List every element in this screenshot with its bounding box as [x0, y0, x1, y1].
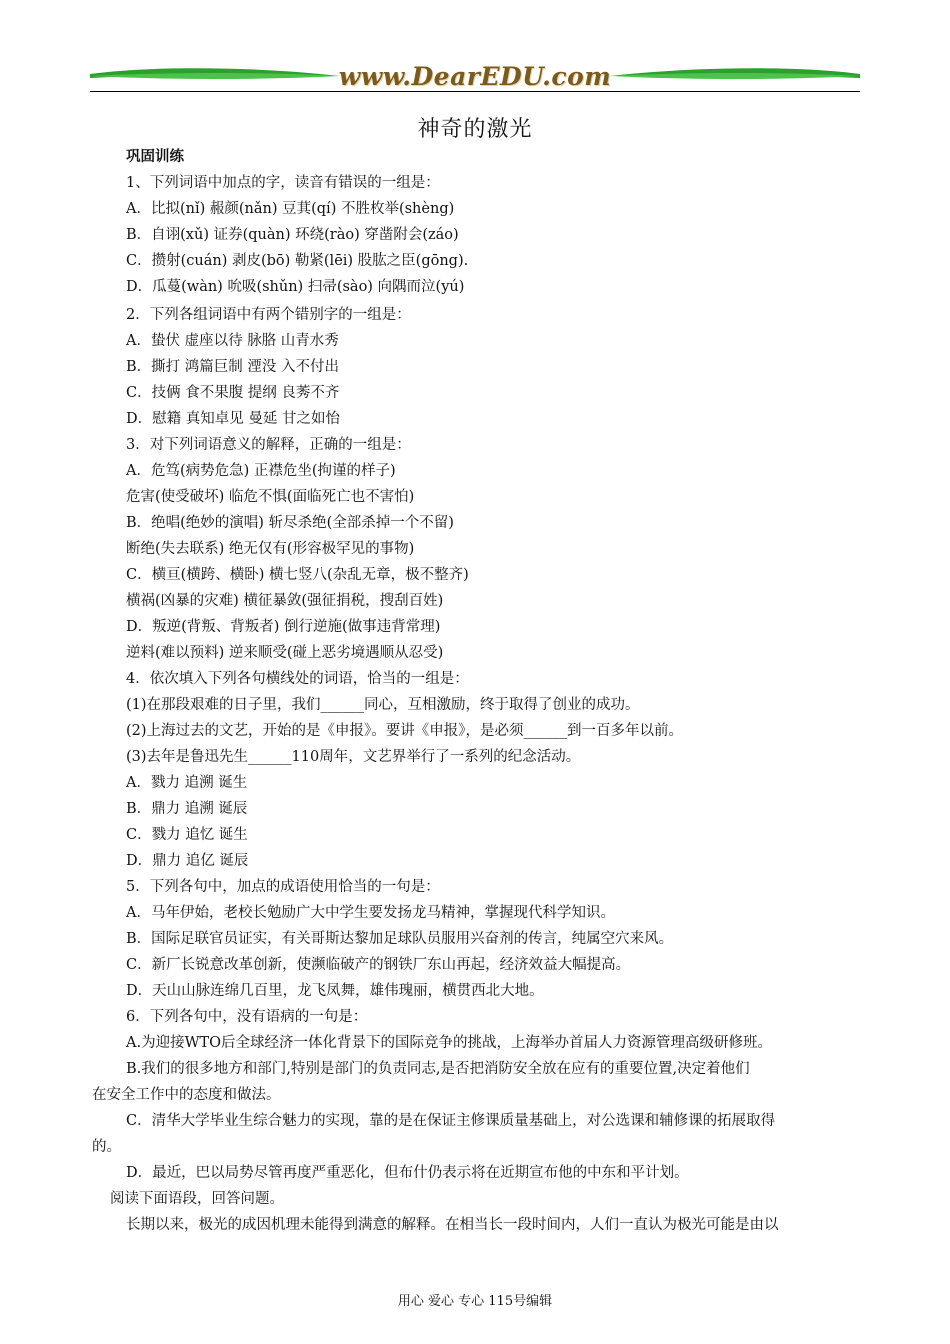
text-line: C．攒射(cuán) 剥皮(bō) 勒紧(lēi) 股肱之臣(gōng). [126, 253, 469, 269]
text-line: 长期以来，极光的成因机理未能得到满意的解释。在相当长一段时间内，人们一直认为极光可能是由以 [126, 1217, 779, 1233]
text-line: C．横亘(横跨、横卧) 横七竖八(杂乱无章，极不整齐) [126, 567, 469, 583]
text-line: B．鼎力 追溯 诞辰 [126, 801, 248, 817]
text-line: 2．下列各组词语中有两个错别字的一组是： [126, 307, 411, 323]
text-line: D．瓜蔓(wàn) 吮吸(shǔn) 扫帚(sào) 向隅而泣(yú) [126, 279, 465, 295]
text-line: C．技俩 食不果腹 提纲 良莠不齐 [126, 385, 340, 401]
text-line: A．蛰伏 虚座以待 脉胳 山青水秀 [126, 333, 339, 349]
text-line: C．戮力 追忆 诞生 [126, 827, 248, 843]
text-line: (1)在那段艰难的日子里，我们______同心，互相激励，终于取得了创业的成功。 [126, 697, 640, 713]
text-line: C．新厂长锐意改革创新，使濒临破产的钢铁厂东山再起，经济效益大幅提高。 [126, 957, 631, 973]
text-line: A．比拟(nǐ) 赧颜(nǎn) 豆萁(qí) 不胜枚举(shèng) [126, 201, 455, 217]
text-line: D．慰籍 真知卓见 曼延 甘之如怡 [126, 411, 340, 427]
text-line: A.为迎接WTO后全球经济一体化背景下的国际竞争的挑战，上海举办首届人力资源管理高级研修班。 [126, 1035, 773, 1051]
text-line: D．鼎力 追亿 诞辰 [126, 853, 249, 869]
text-line: 断绝(失去联系) 绝无仅有(形容极罕见的事物) [126, 541, 415, 557]
text-line: 在安全工作中的态度和做法。 [92, 1087, 281, 1103]
text-line: C．清华大学毕业生综合魅力的实现，靠的是在保证主修课质量基础上，对公选课和辅修课的拓展取得 [126, 1113, 776, 1129]
text-line: D．最近，巴以局势尽管再度严重恶化，但布什仍表示将在近期宣布他的中东和平计划。 [126, 1165, 689, 1181]
text-line: 巩固训练 [126, 149, 184, 165]
text-line: (2)上海过去的文艺，开始的是《申报》。要讲《申报》，是必须______到一百多年以前。 [126, 723, 684, 739]
text-line: 逆料(难以预料) 逆来顺受(碰上恶劣境遇顺从忍受) [126, 645, 444, 661]
text-line: 危害(使受破坏) 临危不惧(面临死亡也不害怕) [126, 489, 415, 505]
text-line: D．叛逆(背叛、背叛者) 倒行逆施(做事违背常理) [126, 619, 441, 635]
header-divider [90, 91, 860, 92]
text-line: B.我们的很多地方和部门,特别是部门的负责同志,是否把消防安全放在应有的重要位置,决定着他们 [126, 1061, 750, 1077]
text-line: 阅读下面语段，回答问题。 [110, 1191, 284, 1207]
text-line: 的。 [92, 1139, 121, 1155]
text-line: 6．下列各句中，没有语病的一句是： [126, 1009, 368, 1025]
text-line: 3．对下列词语意义的解释，正确的一组是： [126, 437, 411, 453]
text-line: (3)去年是鲁迅先生______110周年，文艺界举行了一系列的纪念活动。 [126, 749, 581, 765]
text-line: 1、下列词语中加点的字，读音有错误的一组是： [126, 175, 440, 191]
text-line: A．危笃(病势危急) 正襟危坐(拘谨的样子) [126, 463, 396, 479]
text-line: B．国际足联官员证实，有关哥斯达黎加足球队员服用兴奋剂的传言，纯属空穴来风。 [126, 931, 674, 947]
text-line: B．撕打 鸿篇巨制 湮没 入不付出 [126, 359, 339, 375]
page-title: 神奇的激光 [417, 117, 533, 142]
text-line: D．天山山脉连绵几百里，龙飞凤舞，雄伟瑰丽，横贯西北大地。 [126, 983, 544, 999]
site-logo[interactable]: www.DearEDU.com [338, 62, 612, 91]
text-line: B．自诩(xǔ) 证券(quàn) 环绕(rào) 穿凿附会(záo) [126, 227, 459, 243]
text-line: 4．依次填入下列各句横线处的词语，恰当的一组是： [126, 671, 469, 687]
text-line: 横祸(凶暴的灾难) 横征暴敛(强征捐税，搜刮百姓) [126, 593, 444, 609]
text-line: B．绝唱(绝妙的演唱) 斩尽杀绝(全部杀掉一个不留) [126, 515, 454, 531]
text-line: A．马年伊始，老校长勉励广大中学生要发扬龙马精神，掌握现代科学知识。 [126, 905, 615, 921]
site-header [90, 60, 860, 94]
page-footer: 用心 爱心 专心 115号编辑 [397, 1294, 553, 1309]
text-line: A．戮力 追溯 诞生 [126, 775, 248, 791]
text-line: 5．下列各句中，加点的成语使用恰当的一句是： [126, 879, 440, 895]
